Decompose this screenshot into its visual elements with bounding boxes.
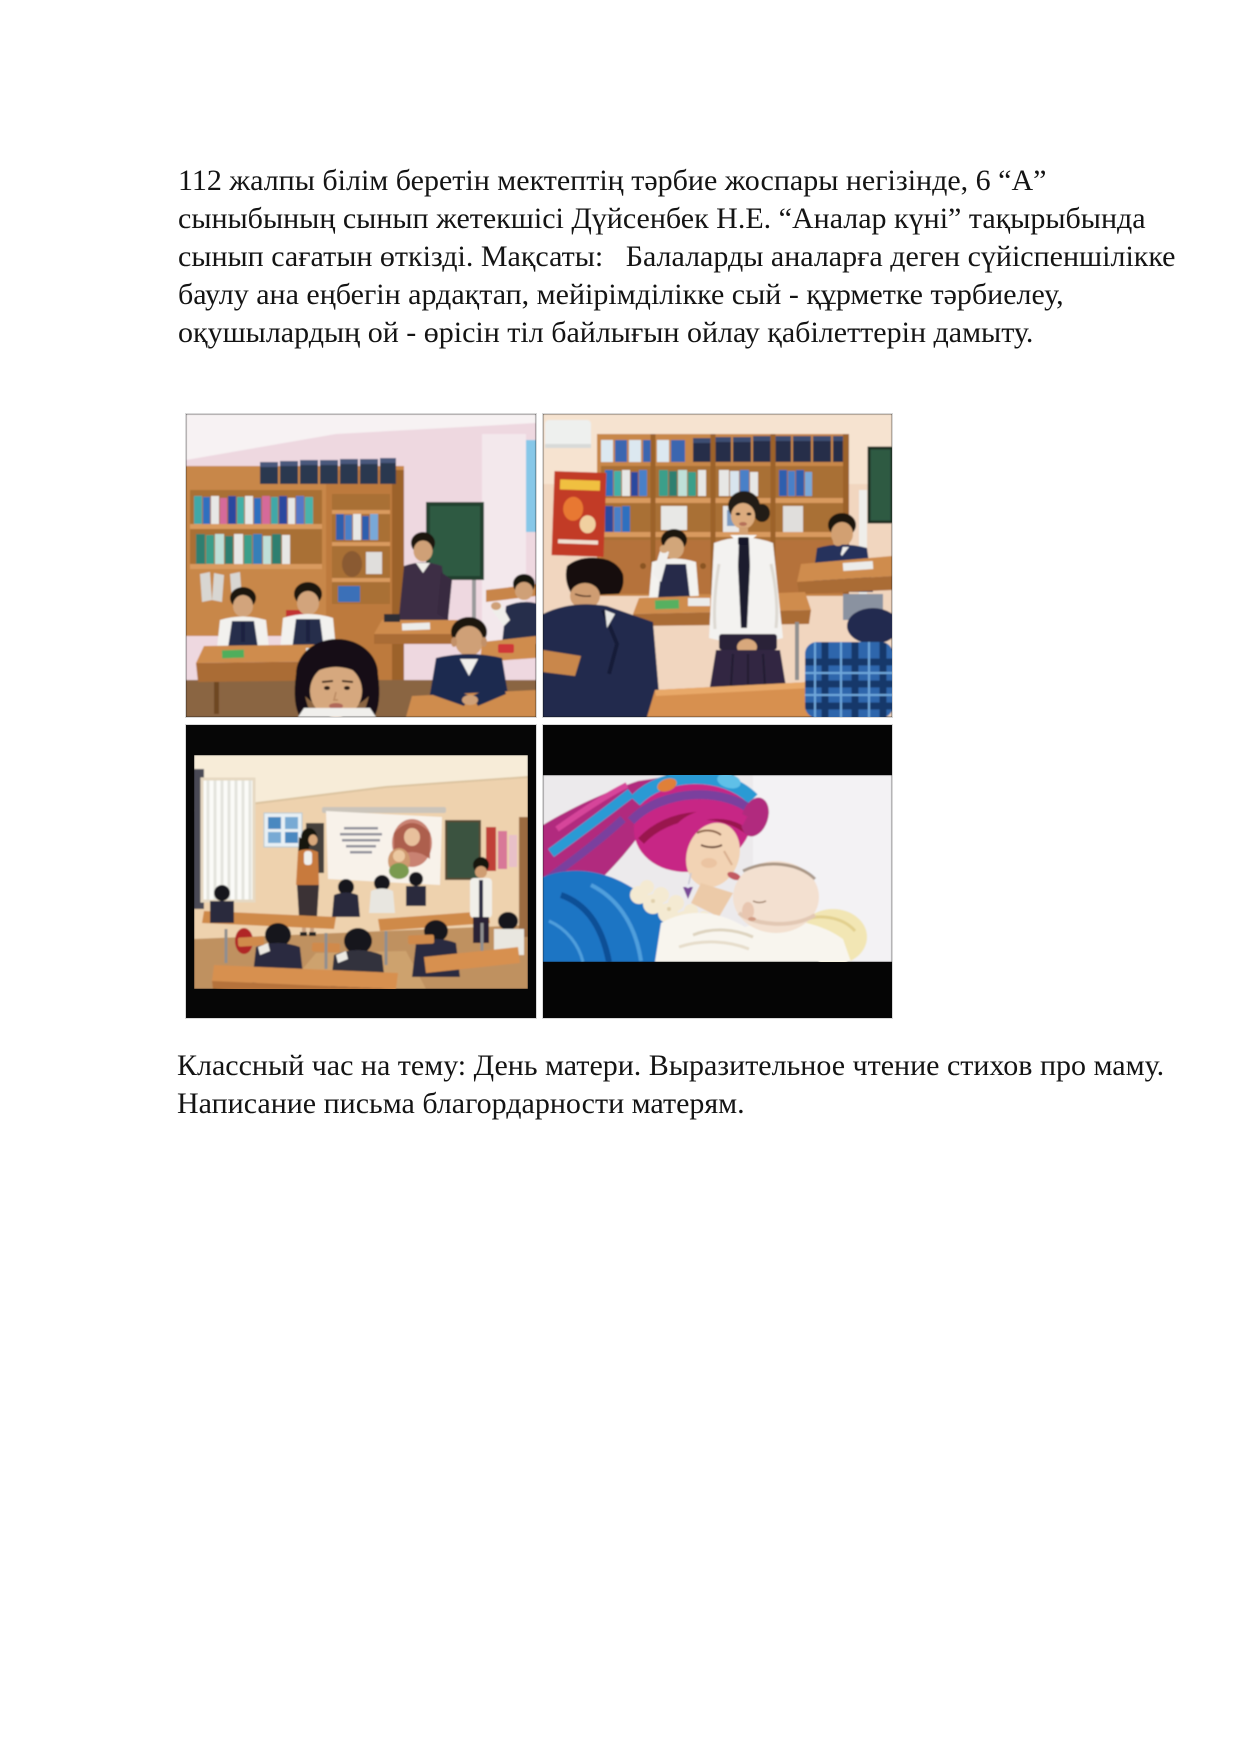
- red-poster: [552, 471, 607, 557]
- girl-foreground: [295, 639, 380, 717]
- intro-line-5: оқушылардың ой - өрісін тіл байлығын ойлау қабілеттерін дамыту.: [178, 316, 1034, 349]
- intro-line-4: баулу ана еңбегін ардақтап, мейірімділікке сый - құрметке тәрбиелеу,: [178, 278, 1064, 311]
- photo-classroom-students-illustration: [186, 414, 536, 717]
- intro-line-3: сынып сағатын өткізді. Мақсаты: Балаларды аналарға деген сүйіспеншілікке: [178, 240, 1176, 273]
- caption-paragraph: [177, 1047, 1164, 1123]
- photo-girl-reciting: [543, 414, 892, 717]
- photo-classroom-students: [186, 414, 536, 717]
- wall-poster: [264, 813, 302, 847]
- photo-teacher-slideshow: [186, 725, 536, 1018]
- intro-line-2: сыныбының сынып жетекшісі Дүйсенбек Н.Е. “Аналар күні” тақырыбында: [178, 202, 1146, 235]
- photo-teacher-slideshow-illustration: [186, 725, 536, 1018]
- photo-grid: [186, 414, 892, 1018]
- window: [202, 779, 254, 901]
- photo-mother-baby: [543, 725, 892, 1018]
- photo-mother-baby-illustration: [543, 725, 892, 1018]
- caption-line-1: Классный час на тему: День матери. Выразительное чтение стихов про маму.: [177, 1049, 1165, 1082]
- photo-girl-reciting-illustration: [543, 414, 892, 717]
- caption-line-2: Написание письма благордарности матерям.: [177, 1087, 745, 1120]
- baby: [733, 861, 819, 933]
- intro-paragraph: [178, 162, 1176, 352]
- plaid-backpack: [805, 642, 892, 717]
- intro-line-1: 112 жалпы білім беретін мектептің тәрбие жоспары негізінде, 6 “А”: [178, 164, 1047, 197]
- projector-screen: [322, 807, 446, 885]
